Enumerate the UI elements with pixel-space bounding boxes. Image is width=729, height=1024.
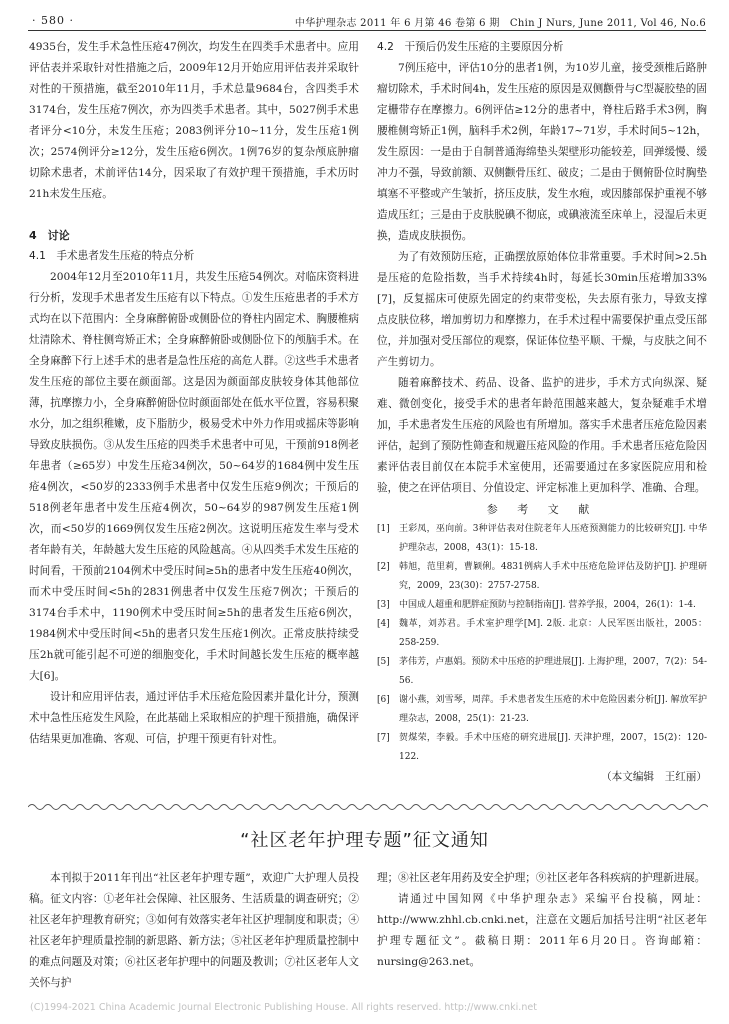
reference-text: 谢小燕，刘雪琴，周萍。手术患者发生压疮的术中危险因素分析[J]. 解放军护理杂志，2008，25(1)：21-23. xyxy=(399,695,707,724)
editor-credit: （本文编辑 王红丽） xyxy=(601,771,707,783)
reference-item xyxy=(377,520,707,558)
section-4-2-heading: 4.2 干预后仍发生压疮的主要原因分析 xyxy=(377,41,564,53)
reference-number: [3] xyxy=(377,600,390,610)
section-4-2-paragraph-3: 随着麻醉技术、药品、设备、监护的进步，手术方式向纵深、疑难、微创变化，接受手术的患者年龄范围越来越大，复杂疑难手术增加，手术患者发生压疮的风险也有所增加。落实手术患者压疮危险因素评估，起到了预防性筛查和规避压疮风险的作用。手术患者压疮危险因素评估表目前仅在本院手术室使用，还需要通过在多家医院应用和检验，使之在评估项目、分值设定、评定标准上更加科学、准确、合理。 xyxy=(377,377,707,494)
reference-text: 贺煤荣，李毅。手术中压疮的研究进展[J]. 天津护理，2007，15(2)：120-122. xyxy=(399,733,707,762)
notice-left-column xyxy=(29,868,359,994)
section-4-heading: 4 讨论 xyxy=(29,229,70,242)
section-4-2-paragraph-1: 7例压疮中，评估10分的患者1例，为10岁儿童，接受颈椎后路肿瘤切除术，手术时间4h，发生压疮的原因是双侧颧骨与C型凝胶垫的固定栅带存在摩擦力。6例评估≥12分的患者中，脊柱后路手术3例，胸腰椎侧弯矫正1例，脑科手术2例，年龄17~71岁，手术时间5~12h，发生原因：一是由于自制普通海绵垫头架壁形功能较差，回弹缓慢、缓冲力不强，导致前额、双侧颧骨压红、破皮；二是由于侧俯卧位时胸垫填塞不平整或产生皱折，挤压皮肤，发生水疱，或因膝部保护重视不够造成压红；三是由于皮肤脱碘不彻底，或碘液流至床单上，浸湿后未更换，造成皮肤损伤。 xyxy=(377,62,707,242)
section-4-1-heading: 4.1 手术患者发生压疮的特点分析 xyxy=(29,250,195,262)
section-4-1-paragraph-2: 设计和应用评估表，通过评估手术压疮危险因素并量化计分，预测术中急性压疮发生风险，在此基础上采取相应的护理干预措施，确保评估结果更加准确、客观、可信，护理干预更有针对性。 xyxy=(29,691,359,745)
reference-item xyxy=(377,653,707,691)
reference-item xyxy=(377,558,707,596)
references-heading: 参 考 文 献 xyxy=(486,503,598,516)
reference-number: [6] xyxy=(377,695,390,705)
notice-right-text-2: 请通过中国知网《中华护理杂志》采编平台投稿，网址：http://www.zhhl.cb.cnki.net，注意在文题后加括号注明“社区老年护理专题征文”。截稿日期：2011年6月20日。咨询邮箱：nursing@263.net。 xyxy=(377,893,707,968)
right-column xyxy=(377,37,707,788)
notice-left-text: 本刊拟于2011年刊出“社区老年护理专题”，欢迎广大护理人员投稿。征文内容：①老年社会保障、社区服务、生活质量的调查研究；②社区老年护理教育研究；③如何有效落实老年社区护理制度和职责；④社区老年护理质量控制的新思路、新方法；⑤社区老年护理质量控制中的难点问题及对策；⑥社区老年护理中的问题及教训；⑦社区老年人文关怀与护 xyxy=(29,872,359,989)
reference-item xyxy=(377,596,707,615)
reference-number: [5] xyxy=(377,657,390,667)
reference-number: [7] xyxy=(377,733,390,743)
reference-number: [4] xyxy=(377,619,390,629)
reference-text: 魏革，刘苏君。手术室护理学[M]. 2版. 北京：人民军医出版社，2005：258-259. xyxy=(399,619,707,648)
section-4-1-paragraph-1: 2004年12月至2010年11月，共发生压疮54例次。对临床资料进行分析，发现手术患者发生压疮有以下特点。①发生压疮患者的手术方式均在以下范围内：全身麻醉俯卧或侧卧位的脊柱内固定术、胸腰椎病灶清除术、脊柱侧弯矫正术；全身麻醉俯卧或侧卧位下的颅脑手术。在全身麻醉下行上述手术的患者是急性压疮的高危人群。②这些手术患者发生压疮的部位主要在颜面部。这是因为颜面部皮肤较身体其他部位薄，抗摩擦力小，全身麻醉俯卧位时颜面部处在低水平位置，容易积聚水分，加之组织稚嫩，皮下脂肪少，极易受术中外力作用或摇床等影响导致皮肤损伤。③从发生压疮的四类手术患者中可见，干预前918例老年患者（≥65岁）中发生压疮34例次，50~64岁的1684例中发生压疮4例次，<50岁的2333例手术患者中仅发生压疮9例次；干预后的518例老年患者中发生压疮4例次，50~64岁的987例发生压疮1例次，而<50岁的1669例仅发生压疮2例次。这说明压疮发生率与受术者年龄有关，年龄越大发生压疮的风险越高。④从四类手术发生压疮的时间看，干预前2104例术中受压时间≥5h的患者中发生压疮40例次，而术中受压时间<5h的2831例患者中仅发生压疮7例次；干预后的3174台手术中，1190例术中受压时间≥5h的患者发生压疮6例次，1984例术中受压时间<5h的患者只发生压疮1例次。正常皮肤持续受压2h就可能引起不可逆的细胞变化，手术时间越长发生压疮的概率越大[6]。 xyxy=(29,271,359,682)
page-number: · 580 · xyxy=(32,14,74,27)
reference-text: 韩旭，范里莉，曹颖俐。4831例病人手术中压疮危险评估及防护[J]. 护理研究，2009，23(30)：2757-2758. xyxy=(399,562,707,591)
left-column xyxy=(29,37,359,750)
reference-item xyxy=(377,691,707,729)
reference-text: 中国成人超重和肥胖症预防与控制指南[J]. 营养学报，2004，26(1)：1-4. xyxy=(399,600,696,610)
running-header xyxy=(28,12,706,31)
reference-number: [2] xyxy=(377,562,390,572)
reference-text: 茅伟芳，卢惠娟。预防术中压疮的护理进展[J]. 上海护理，2007，7(2)：54-56. xyxy=(399,657,707,686)
reference-number: [1] xyxy=(377,524,390,534)
reference-list xyxy=(377,520,707,767)
section-4-2-paragraph-2: 为了有效预防压疮，正确摆放原始体位非常重要。手术时间>2.5h是压疮的危险指数，当手术持续4h时，每延长30min压疮增加33%[7]，反复摇床可使原先固定的约束带变松，失去原有张力，导致支撑点皮肤位移，增加剪切力和摩擦力，在手术过程中需要保护重点受压部位，并加强对受压部位的观察，保证体位垫平顺、干燥，与皮肤之间不产生剪切力。 xyxy=(377,251,707,368)
intro-paragraph: 4935台，发生手术急性压疮47例次，均发生在四类手术患者中。应用评估表并采取针对性措施之后，2009年12月开始应用评估表并采取针对性的干预措施，截至2010年11月，手术总量9684台，含四类手术3174台，发生压疮7例次，亦为四类手术患者。其中，5027例手术患者评分<10分，未发生压疮；2083例评分10~11分，发生压疮1例次；2574例评分≥12分，发生压疮6例次。1例76岁的复杂颅底肿瘤切除术患者，术前评估14分，因采取了有效护理干预措施，手术历时21h未发生压疮。 xyxy=(29,41,359,200)
reference-item xyxy=(377,729,707,767)
decorative-divider xyxy=(28,802,708,812)
notice-title: “社区老年护理专题”征文通知 xyxy=(240,830,489,851)
copyright-watermark: (C)1994-2021 China Academic Journal Electronic Publishing House. All rights reserved. http://www.cnki.net xyxy=(30,1002,537,1013)
notice-right-text-1: 理；⑧社区老年用药及安全护理；⑨社区老年各科疾病的护理新进展。 xyxy=(377,872,706,884)
journal-info: 中华护理杂志 2011 年 6 月第 46 卷第 6 期 Chin J Nurs, June 2011, Vol 46, No.6 xyxy=(294,18,706,29)
notice-right-column xyxy=(377,868,707,973)
reference-text: 王彩凤，巫向前。3种评估表对住院老年人压疮预测能力的比较研究[J]. 中华护理杂志，2008，43(1)：15-18. xyxy=(399,524,707,553)
reference-item xyxy=(377,615,707,653)
